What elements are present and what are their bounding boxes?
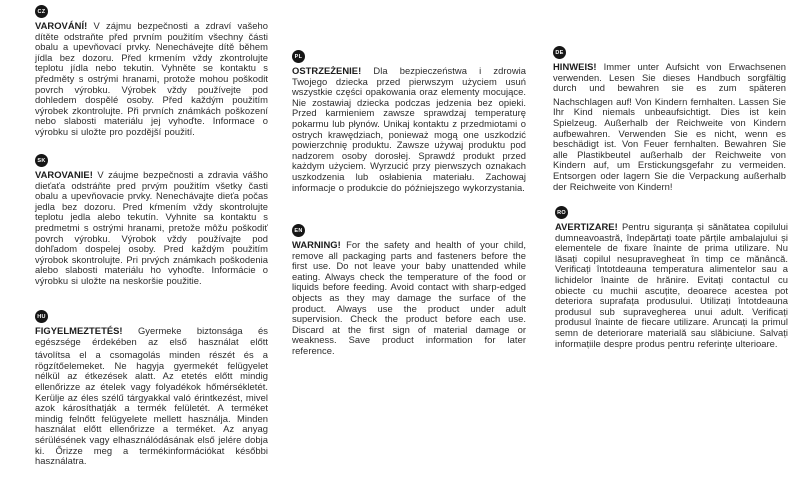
language-badge-ro-icon: RO — [555, 206, 568, 219]
warning-heading-pl: OSTRZEŻENIE! — [292, 65, 362, 76]
section-hungarian — [35, 310, 268, 467]
warning-body-de: Immer unter Aufsicht von Erwachsenen verwenden. Lesen Sie dieses Handbuch sorgfältig durch und bewahren sie es zum späteren — [553, 61, 787, 94]
section-romanian — [555, 206, 788, 349]
warning-heading-ro: AVERTIZARE! — [555, 221, 618, 232]
section-czech — [35, 5, 268, 138]
language-badge-cz-icon: CZ — [35, 5, 48, 18]
warning-text-ro — [555, 222, 788, 349]
warning-text-de — [553, 62, 786, 94]
warning-body-hu: Gyermeke biztonsága és egészsége érdekében az első használat előtt — [35, 325, 268, 347]
warning-heading-sk: VAROVANIE! — [35, 169, 93, 180]
warning-text-hu — [35, 326, 268, 347]
warning-body-cz: V zájmu bezpečnosti a zdraví vašeho dítěte odstraňte před prvním použitím všechny části obalu a upevňovací prvky. Nenechávejte dítě během jídla bez dozoru. Před krmením vždy zkontrolujte teplotu jídla nebo tekutin. Vyhněte se kontaktu s předměty s ostrými hranami, protože mohou poškodit povrch výrobku. Výrobek vždy používejte pod dohledem dospělé osoby. Před každým použitím výrobek zkontrolujte. Při prvních známkách poškození nebo slabosti materiálu jej vyhoďte. Informace o výrobku si uložte pro pozdější použití. — [35, 20, 268, 137]
warning-body2-hu: távolítsa el a csomagolás minden részét és a rögzítőelemeket. Ne hagyja gyermekét felügyelet nélkül az étkezések alatt. Az etetés előtt mindig ellenőrizze az ételek vagy folyadékok hőmérsékletét. Kerülje az éles szélű tárgyakkal való érintkezést, mivel azok károsíthatják a termék felületét. A terméket mindig felnőtt felügyelete mellett használja. Minden használat előtt ellenőrizze a terméket. Az anyag sérülésének vagy elhasználódásának első jelére dobja ki. Őrizze meg a termékinformációkat későbbi használatra. — [35, 349, 268, 467]
section-slovak — [35, 154, 268, 287]
language-badge-de-icon: DE — [553, 46, 566, 59]
warning-body-en: For the safety and health of your child, remove all packaging parts and fasteners before the first use. Do not leave your baby unattended while eating. Always check the temperature of the food or liquids before feeding. Avoid contact with sharp-edged objects as they may damage the surface of the product. Always use the product under adult supervision. Check the product before each use. Discard at the first sign of material damage or weakness. Save product information for later reference. — [292, 239, 526, 356]
warning-heading-hu: FIGYELMEZTETÉS! — [35, 325, 123, 336]
language-badge-sk-icon: SK — [35, 154, 48, 167]
language-badge-hu-icon: HU — [35, 310, 48, 323]
section-german — [553, 46, 786, 192]
warning-text-cz — [35, 21, 268, 138]
language-badge-pl-icon: PL — [292, 50, 305, 63]
warning-text-pl — [292, 66, 526, 193]
warning-heading-en: WARNING! — [292, 239, 341, 250]
warning-heading-de: HINWEIS! — [553, 61, 597, 72]
language-badge-en-icon: EN — [292, 224, 305, 237]
section-english — [292, 224, 526, 357]
warning-body-pl: Dla bezpieczeństwa i zdrowia Twojego dziecka przed pierwszym użyciem usuń wszystkie części opakowania oraz elementy mocujące. Nie zostawiaj dziecka podczas jedzenia bez opieki. Przed karmieniem zawsze sprawdzaj temperaturę pokarmu lub płynów. Unikaj kontaktu z przedmiotami o ostrych krawędziach, ponieważ mogą one uszkodzić powierzchnię produktu. Zawsze używaj produktu pod nadzorem osoby dorosłej. Sprawdź produkt przed każdym użyciem. Wyrzucić przy pierwszych oznakach uszkodzenia lub osłabienia materiału. Zachowaj informacje o produkcie do późniejszego wykorzystania. — [292, 65, 527, 193]
section-polish — [292, 50, 526, 193]
warning-text-en — [292, 240, 526, 357]
warning-heading-cz: VAROVÁNÍ! — [35, 20, 88, 31]
warning-text-sk — [35, 170, 268, 287]
warning-body-ro: Pentru siguranța și sănătatea copilului dumneavoastră, îndepărtați toate părțile ambalajului și elementele de fixare înainte de prima utilizare. Nu lăsați copilul nesupravegheat în timp ce mănâncă. Verificați întotdeauna temperatura alimentelor sau a lichidelor înainte de hrănire. Evitați contactul cu obiecte cu muchii ascuțite, deoarece acestea pot deteriora suprafața produsului. Utilizați întotdeauna produsul sub supravegherea unui adult. Verificați produsul înainte de fiecare utilizare. Aruncați la primul semn de deteriorare materială sau slăbiciune. Salvați informațiile despre produs pentru referințe ulterioare. — [555, 221, 789, 349]
warning-body-sk: V záujme bezpečnosti a zdravia vášho dieťaťa odstráňte pred prvým použitím všetky časti obalu a upevňovacie prvky. Nenechávajte dieťa počas jedla bez dozoru. Pred kŕmením vždy skontrolujte teplotu jedla alebo tekutín. Vyhnite sa kontaktu s predmetmi s ostrými hranami, pretože môžu poškodiť povrch výrobku. Výrobok vždy používajte pod dohľadom dospelej osoby. Pred každým použitím výrobok skontrolujte. Pri prvých známkach poškodenia alebo slabosti materiálu ho vyhoďte. Informácie o výrobku si uložte na neskoršie použitie. — [35, 169, 268, 286]
warning-body2-de: Nachschlagen auf! Von Kindern fernhalten. Lassen Sie Ihr Kind niemals unbeaufsichtigt. Dies ist kein Spielzeug. Außerhalb der Reichweite von Kindern aufbewahren. Verwenden Sie es nicht, wenn es beschädigt ist. Von Feuer fernhalten. Bewahren Sie alle Plastikbeutel außerhalb der Reichweite von Kindern auf, um Erstickungsgefahr zu vermeiden. Entsorgen oder lagern Sie die Verpackung außerhalb der Reichweite von Kindern! — [553, 95, 786, 192]
